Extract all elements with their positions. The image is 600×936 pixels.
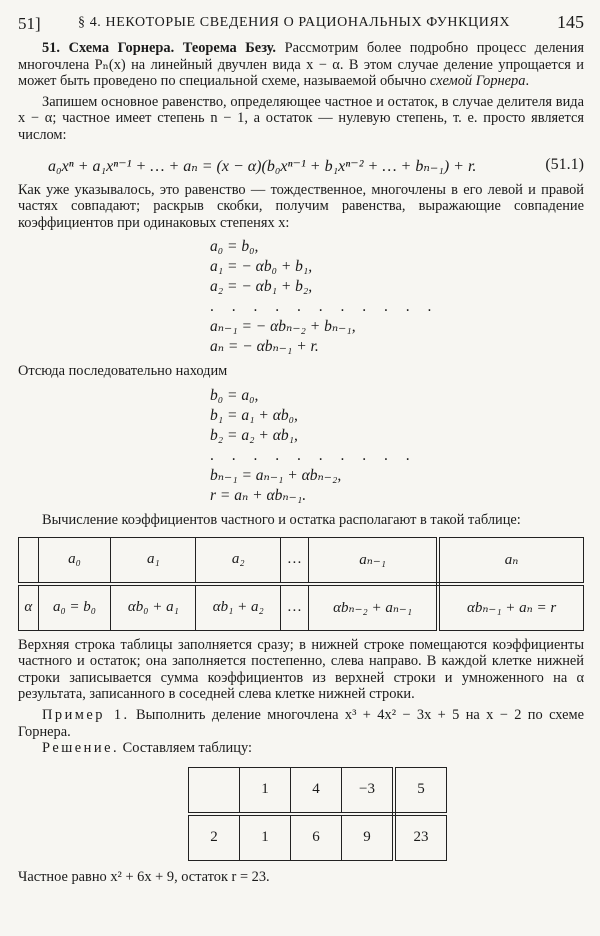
conclusion-line: Частное равно x² + 6x + 9, остаток r = 23.	[18, 868, 270, 885]
equation-line: b₀ = a₀,	[210, 386, 259, 404]
ellipsis-line: . . . . . . . . . .	[210, 446, 417, 464]
equation-line: bₙ₋₁ = aₙ₋₁ + αbₙ₋₂,	[210, 466, 342, 484]
equation-line: a₀ = b₀,	[210, 238, 259, 256]
equation-line: a₁ = − αb₀ + b₁,	[210, 258, 313, 276]
table-cell: αb₀ + a₁	[111, 584, 196, 631]
recurrence-equations	[210, 386, 584, 506]
table-cell: 2	[189, 814, 240, 861]
example-paragraph: Пример 1. Выполнить деление многочлена x³ + 4x² − 3x + 5 на x − 2 по схеме Горнера.	[18, 706, 584, 740]
example-label: Пример 1.	[42, 706, 130, 723]
table-cell: 23	[394, 814, 447, 861]
section-heading: 51. Схема Горнера. Теорема Безу.	[42, 40, 277, 56]
table-cell: 1	[240, 814, 291, 861]
table-cell: aₙ	[438, 537, 583, 584]
table-cell: −3	[342, 767, 395, 814]
table-cell: a₂	[196, 537, 281, 584]
running-header	[18, 10, 584, 40]
equation-51-1	[18, 150, 584, 182]
table-cell: a₀	[38, 537, 111, 584]
equation-number: (51.1)	[545, 155, 584, 173]
table-row	[189, 767, 447, 814]
equation-line: r = aₙ + αbₙ₋₁.	[210, 486, 307, 504]
table-cell: 4	[291, 767, 342, 814]
table-cell: αbₙ₋₁ + aₙ = r	[438, 584, 583, 631]
paragraph-find: Отсюда последовательно находим	[18, 363, 228, 380]
table-cell: a₁	[111, 537, 196, 584]
table-row	[19, 537, 584, 584]
table-row	[19, 584, 584, 631]
equation-body: a₀xⁿ + a₁xⁿ⁻¹ + … + aₙ = (x − α)(b₀xⁿ⁻¹ + b₁xⁿ⁻² + … + bₙ₋₁) + r.	[48, 157, 477, 175]
equation-line: b₂ = a₂ + αb₁,	[210, 426, 298, 444]
equation-line: b₁ = a₁ + αb₀,	[210, 406, 298, 424]
table-cell: …	[281, 537, 309, 584]
horner-general-table	[18, 537, 584, 631]
paragraph-table-intro: Вычисление коэффициентов частного и остатка располагают в такой таблице:	[42, 511, 521, 528]
table-cell: aₙ₋₁	[309, 537, 439, 584]
paragraph-equality: Запишем основное равенство, определяющее частное и остаток, в случае делителя вида x − α; частное имеет степень n − 1, а остаток — нулевую степень, т. е. просто является числом:	[18, 93, 584, 143]
table-cell: αbₙ₋₂ + aₙ₋₁	[309, 584, 439, 631]
table-cell	[19, 537, 39, 584]
table-cell: 6	[291, 814, 342, 861]
intro-paragraph: 51. Схема Горнера. Теорема Безу. Рассмотрим более подробно процесс деления многочлена Pₙ(x) на линейный двучлен вида x − α. В этом случае деление упрощается и может быть проведено по специальной схеме, называемой обычно схемой Горнера.	[18, 40, 584, 90]
coefficient-equations	[210, 237, 584, 357]
table-cell: αb₁ + a₂	[196, 584, 281, 631]
section-number: 51]	[18, 14, 41, 33]
table-cell: …	[281, 584, 309, 631]
table-cell: 1	[240, 767, 291, 814]
equation-line: aₙ₋₁ = − αbₙ₋₂ + bₙ₋₁,	[210, 318, 356, 336]
paragraph-table-explain: Верхняя строка таблицы заполняется сразу; в нижней строке помещаются коэффициенты частного и остаток; она заполняется постепенно, слева направо. В каждой клетке нижней строки записывается сумма коэффициентов из верхней строки и умноженного на α результата, записанного в соседней слева клетке нижней строки.	[18, 636, 584, 703]
solution-label: Решение.	[42, 740, 120, 757]
solution-paragraph: Решение. Составляем таблицу:	[42, 740, 252, 757]
horner-example-table	[188, 767, 447, 861]
paragraph-identity: Как уже указывалось, это равенство — тождественное, многочлены в его левой и правой частях совпадают; раскрыв скобки, получим равенства, выражающие совпадение коэффициентов при одинаковых степенях x:	[18, 181, 584, 231]
equation-line: aₙ = − αbₙ₋₁ + r.	[210, 338, 319, 356]
table-cell: a₀ = b₀	[38, 584, 111, 631]
ellipsis-line: . . . . . . . . . . .	[210, 298, 439, 316]
chapter-title: § 4. НЕКОТОРЫЕ СВЕДЕНИЯ О РАЦИОНАЛЬНЫХ ФУНКЦИЯХ	[78, 15, 511, 30]
page-number: 145	[557, 12, 584, 32]
term-horner: схемой Горнера	[429, 73, 526, 90]
table-cell: 5	[394, 767, 447, 814]
equation-line: a₂ = − αb₁ + b₂,	[210, 278, 313, 296]
table-cell: α	[19, 584, 39, 631]
book-page	[18, 10, 584, 926]
table-row	[189, 814, 447, 861]
table-cell: 9	[342, 814, 395, 861]
table-cell	[189, 767, 240, 814]
